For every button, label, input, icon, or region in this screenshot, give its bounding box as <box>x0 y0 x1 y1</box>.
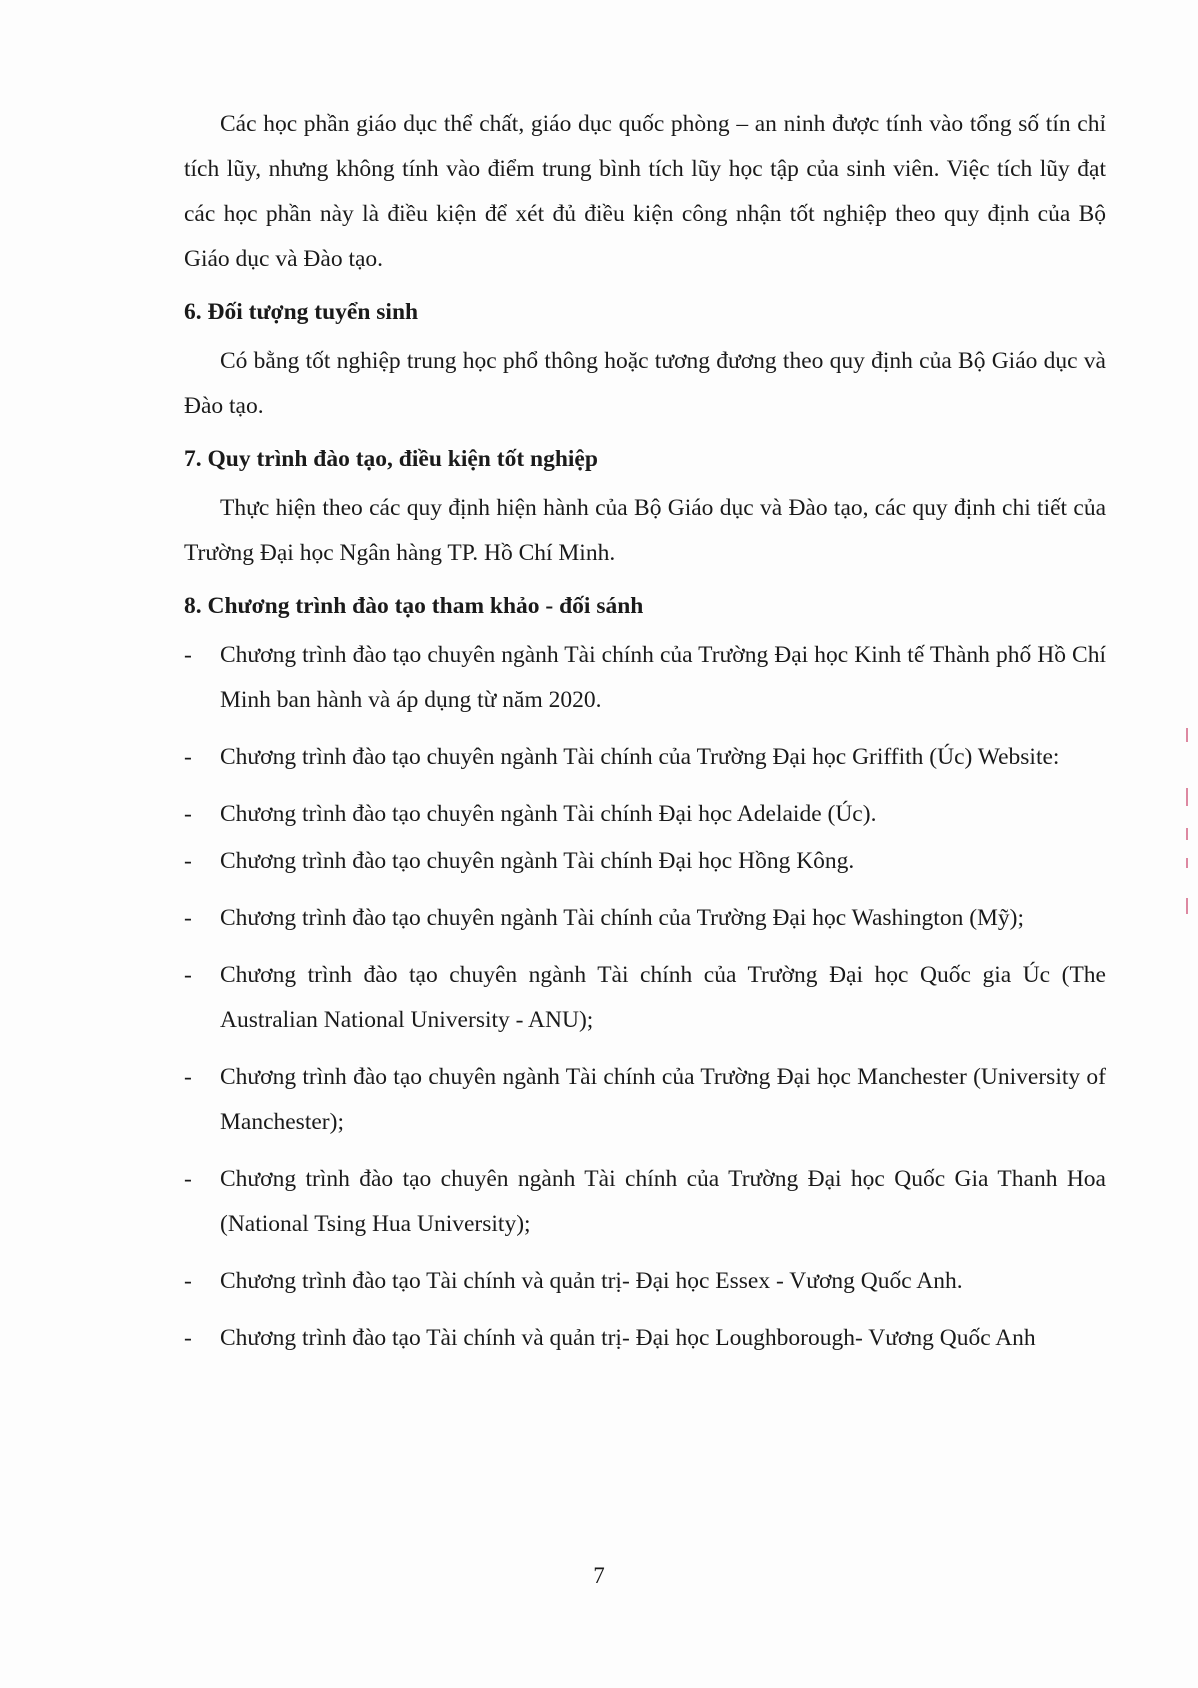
section7-heading: 7. Quy trình đào tạo, điều kiện tốt nghiệp <box>184 446 598 472</box>
list-item <box>184 792 1106 837</box>
list-bullet: - <box>184 642 192 668</box>
list-bullet: - <box>184 905 192 931</box>
margin-stamp-marks <box>1184 728 1192 928</box>
list-item-text: Chương trình đào tạo chuyên ngành Tài chính của Trường Đại học Kinh tế Thành phố Hồ Chí Minh ban hành và áp dụng từ năm 2020. <box>220 642 1106 713</box>
page-content <box>184 102 1106 1373</box>
list-bullet: - <box>184 1166 192 1192</box>
margin-mark <box>1186 788 1188 806</box>
list-item <box>184 735 1106 780</box>
list-item <box>184 839 1106 884</box>
section7-body: Thực hiện theo các quy định hiện hành của Bộ Giáo dục và Đào tạo, các quy định chi tiết của Trường Đại học Ngân hàng TP. Hồ Chí Minh. <box>184 495 1106 566</box>
list-item <box>184 1055 1106 1145</box>
list-bullet: - <box>184 744 192 770</box>
margin-mark <box>1186 858 1188 868</box>
list-item-text: Chương trình đào tạo chuyên ngành Tài chính của Trường Đại học Quốc gia Úc (The Australian National University - ANU); <box>220 962 1106 1033</box>
section6-heading: 6. Đối tượng tuyển sinh <box>184 299 419 325</box>
reference-program-list <box>184 633 1106 1361</box>
list-item-text: Chương trình đào tạo chuyên ngành Tài chính Đại học Adelaide (Úc). <box>220 801 877 827</box>
list-item-text: Chương trình đào tạo chuyên ngành Tài chính của Trường Đại học Griffith (Úc) Website: <box>220 744 1060 770</box>
list-bullet: - <box>184 1064 192 1090</box>
margin-mark <box>1186 728 1188 742</box>
margin-mark <box>1186 828 1188 840</box>
margin-mark <box>1186 898 1188 914</box>
list-item <box>184 896 1106 941</box>
page-number: 7 <box>593 1563 605 1588</box>
list-item <box>184 633 1106 723</box>
section8-heading: 8. Chương trình đào tạo tham khảo - đối sánh <box>184 593 644 619</box>
list-bullet: - <box>184 848 192 874</box>
list-item <box>184 1259 1106 1304</box>
section6-body: Có bằng tốt nghiệp trung học phổ thông hoặc tương đương theo quy định của Bộ Giáo dục và Đào tạo. <box>184 348 1106 419</box>
list-item-text: Chương trình đào tạo Tài chính và quản trị- Đại học Essex - Vương Quốc Anh. <box>220 1268 963 1294</box>
list-item <box>184 1157 1106 1247</box>
list-item-text: Chương trình đào tạo Tài chính và quản trị- Đại học Loughborough- Vương Quốc Anh <box>220 1325 1036 1351</box>
list-item-text: Chương trình đào tạo chuyên ngành Tài chính của Trường Đại học Manchester (University of Manchester); <box>220 1064 1106 1135</box>
list-item <box>184 1316 1106 1361</box>
list-item-text: Chương trình đào tạo chuyên ngành Tài chính của Trường Đại học Quốc Gia Thanh Hoa (National Tsing Hua University); <box>220 1166 1106 1237</box>
list-bullet: - <box>184 801 192 827</box>
list-item-text: Chương trình đào tạo chuyên ngành Tài chính Đại học Hồng Kông. <box>220 848 855 874</box>
section5-continuation-paragraph: Các học phần giáo dục thể chất, giáo dục quốc phòng – an ninh được tính vào tổng số tín chỉ tích lũy, nhưng không tính vào điểm trung bình tích lũy học tập của sinh viên. Việc tích lũy đạt các học phần này là điều kiện để xét đủ điều kiện công nhận tốt nghiệp theo quy định của Bộ Giáo dục và Đào tạo. <box>184 111 1106 272</box>
list-bullet: - <box>184 1268 192 1294</box>
list-bullet: - <box>184 962 192 988</box>
list-bullet: - <box>184 1325 192 1351</box>
list-item-text: Chương trình đào tạo chuyên ngành Tài chính của Trường Đại học Washington (Mỹ); <box>220 905 1025 931</box>
list-item <box>184 953 1106 1043</box>
